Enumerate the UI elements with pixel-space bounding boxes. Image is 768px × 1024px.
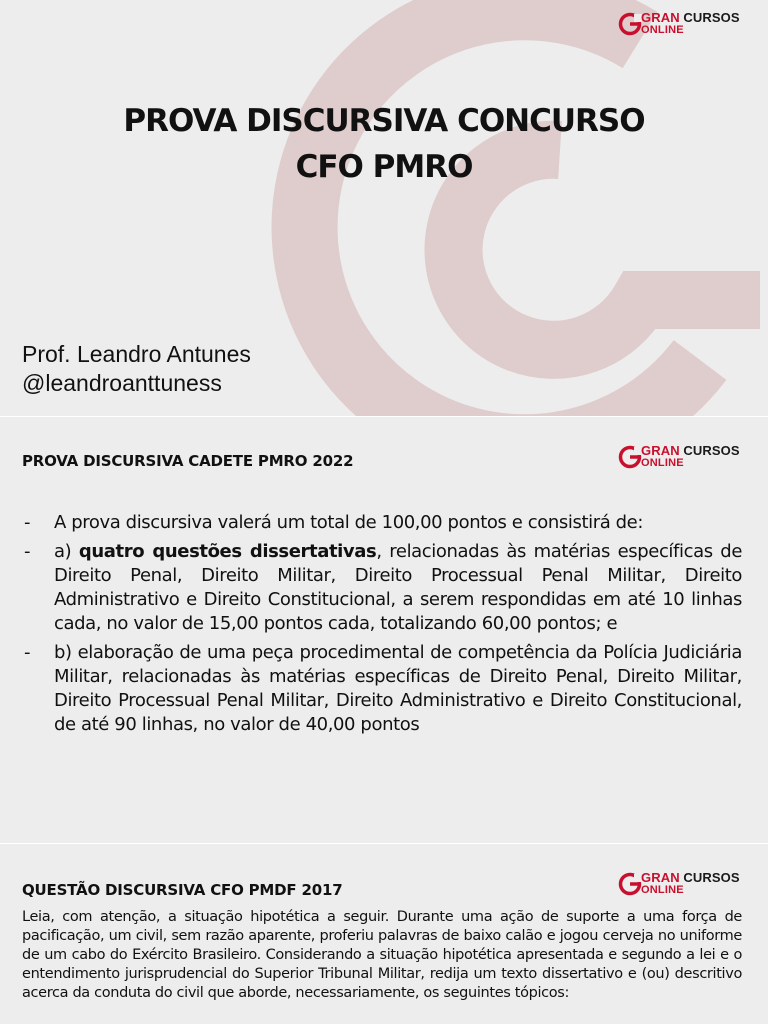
main-title-line2: CFO PMRO xyxy=(295,149,473,185)
title-slide xyxy=(0,0,768,416)
brand-word-online: ONLINE xyxy=(641,457,684,469)
list-item xyxy=(24,540,742,636)
brand-g-icon xyxy=(618,872,642,896)
brand-logo xyxy=(618,12,750,42)
brand-word-online: ONLINE xyxy=(641,24,684,36)
list-item-text: , relacionadas às matérias específicas de Direito Penal, Direito Militar, Direito Processual Penal Militar, Direito Administrativo e Direito Constitucional, a serem respondidas em até 10 linhas cada, no valor de 15,00 pontos cada, totalizando 60,00 pontos; e xyxy=(54,541,743,634)
brand-word-cursos: CURSOS xyxy=(683,870,740,885)
brand-word-online: ONLINE xyxy=(641,884,684,896)
main-title xyxy=(0,98,768,190)
author-name: Prof. Leandro Antunes xyxy=(22,341,251,367)
author-handle: @leandroanttuness xyxy=(22,370,222,396)
exam-rules-list xyxy=(24,511,742,742)
brand-g-icon xyxy=(618,445,642,469)
list-item xyxy=(24,641,742,737)
brand-logo xyxy=(618,445,750,475)
brand-word-cursos: CURSOS xyxy=(683,10,740,25)
section-heading: PROVA DISCURSIVA CADETE PMRO 2022 xyxy=(22,452,354,470)
question-slide xyxy=(0,844,768,1024)
brand-g-icon xyxy=(618,12,642,36)
bullet-dash: - xyxy=(24,642,31,663)
brand-word-gran: GRAN xyxy=(641,10,680,25)
list-item-text: A prova discursiva valerá um total de 100,00 pontos e consistirá de: xyxy=(54,512,644,533)
brand-logo xyxy=(618,872,750,902)
main-title-line1: PROVA DISCURSIVA CONCURSO xyxy=(123,103,645,139)
brand-word-gran: GRAN xyxy=(641,870,680,885)
brand-word-cursos: CURSOS xyxy=(683,443,740,458)
list-item-text: b) elaboração de uma peça procedimental de competência da Polícia Judiciária Militar, relacionadas às matérias específicas de Direito Penal, Direito Militar, Direito Processual Penal Militar, Direito Administrativo e Direito Constitucional, de até 90 linhas, no valor de 40,00 pontos xyxy=(54,642,742,735)
bullet-dash: - xyxy=(24,512,31,533)
section-heading: QUESTÃO DISCURSIVA CFO PMDF 2017 xyxy=(22,881,343,899)
brand-word-gran: GRAN xyxy=(641,443,680,458)
question-body: Leia, com atenção, a situação hipotética a seguir. Durante uma ação de suporte a uma força de pacificação, um civil, sem razão aparente, proferiu palavras de baixo calão e jogou cerveja no uniforme de um cabo do Exército Brasileiro. Considerando a situação hipotética apresentada e segundo a lei e o entendimento jurisprudencial do Superior Tribunal Militar, redija um texto dissertativo e (ou) descritivo acerca da conduta do civil que aborde, necessariamente, os seguintes tópicos: xyxy=(22,909,742,1001)
list-item-prefix: a) xyxy=(54,541,79,562)
bullet-dash: - xyxy=(24,541,31,562)
list-item xyxy=(24,511,742,535)
author-block xyxy=(22,340,251,398)
exam-details-slide xyxy=(0,417,768,843)
list-item-emphasis: quatro questões dissertativas xyxy=(78,541,377,562)
